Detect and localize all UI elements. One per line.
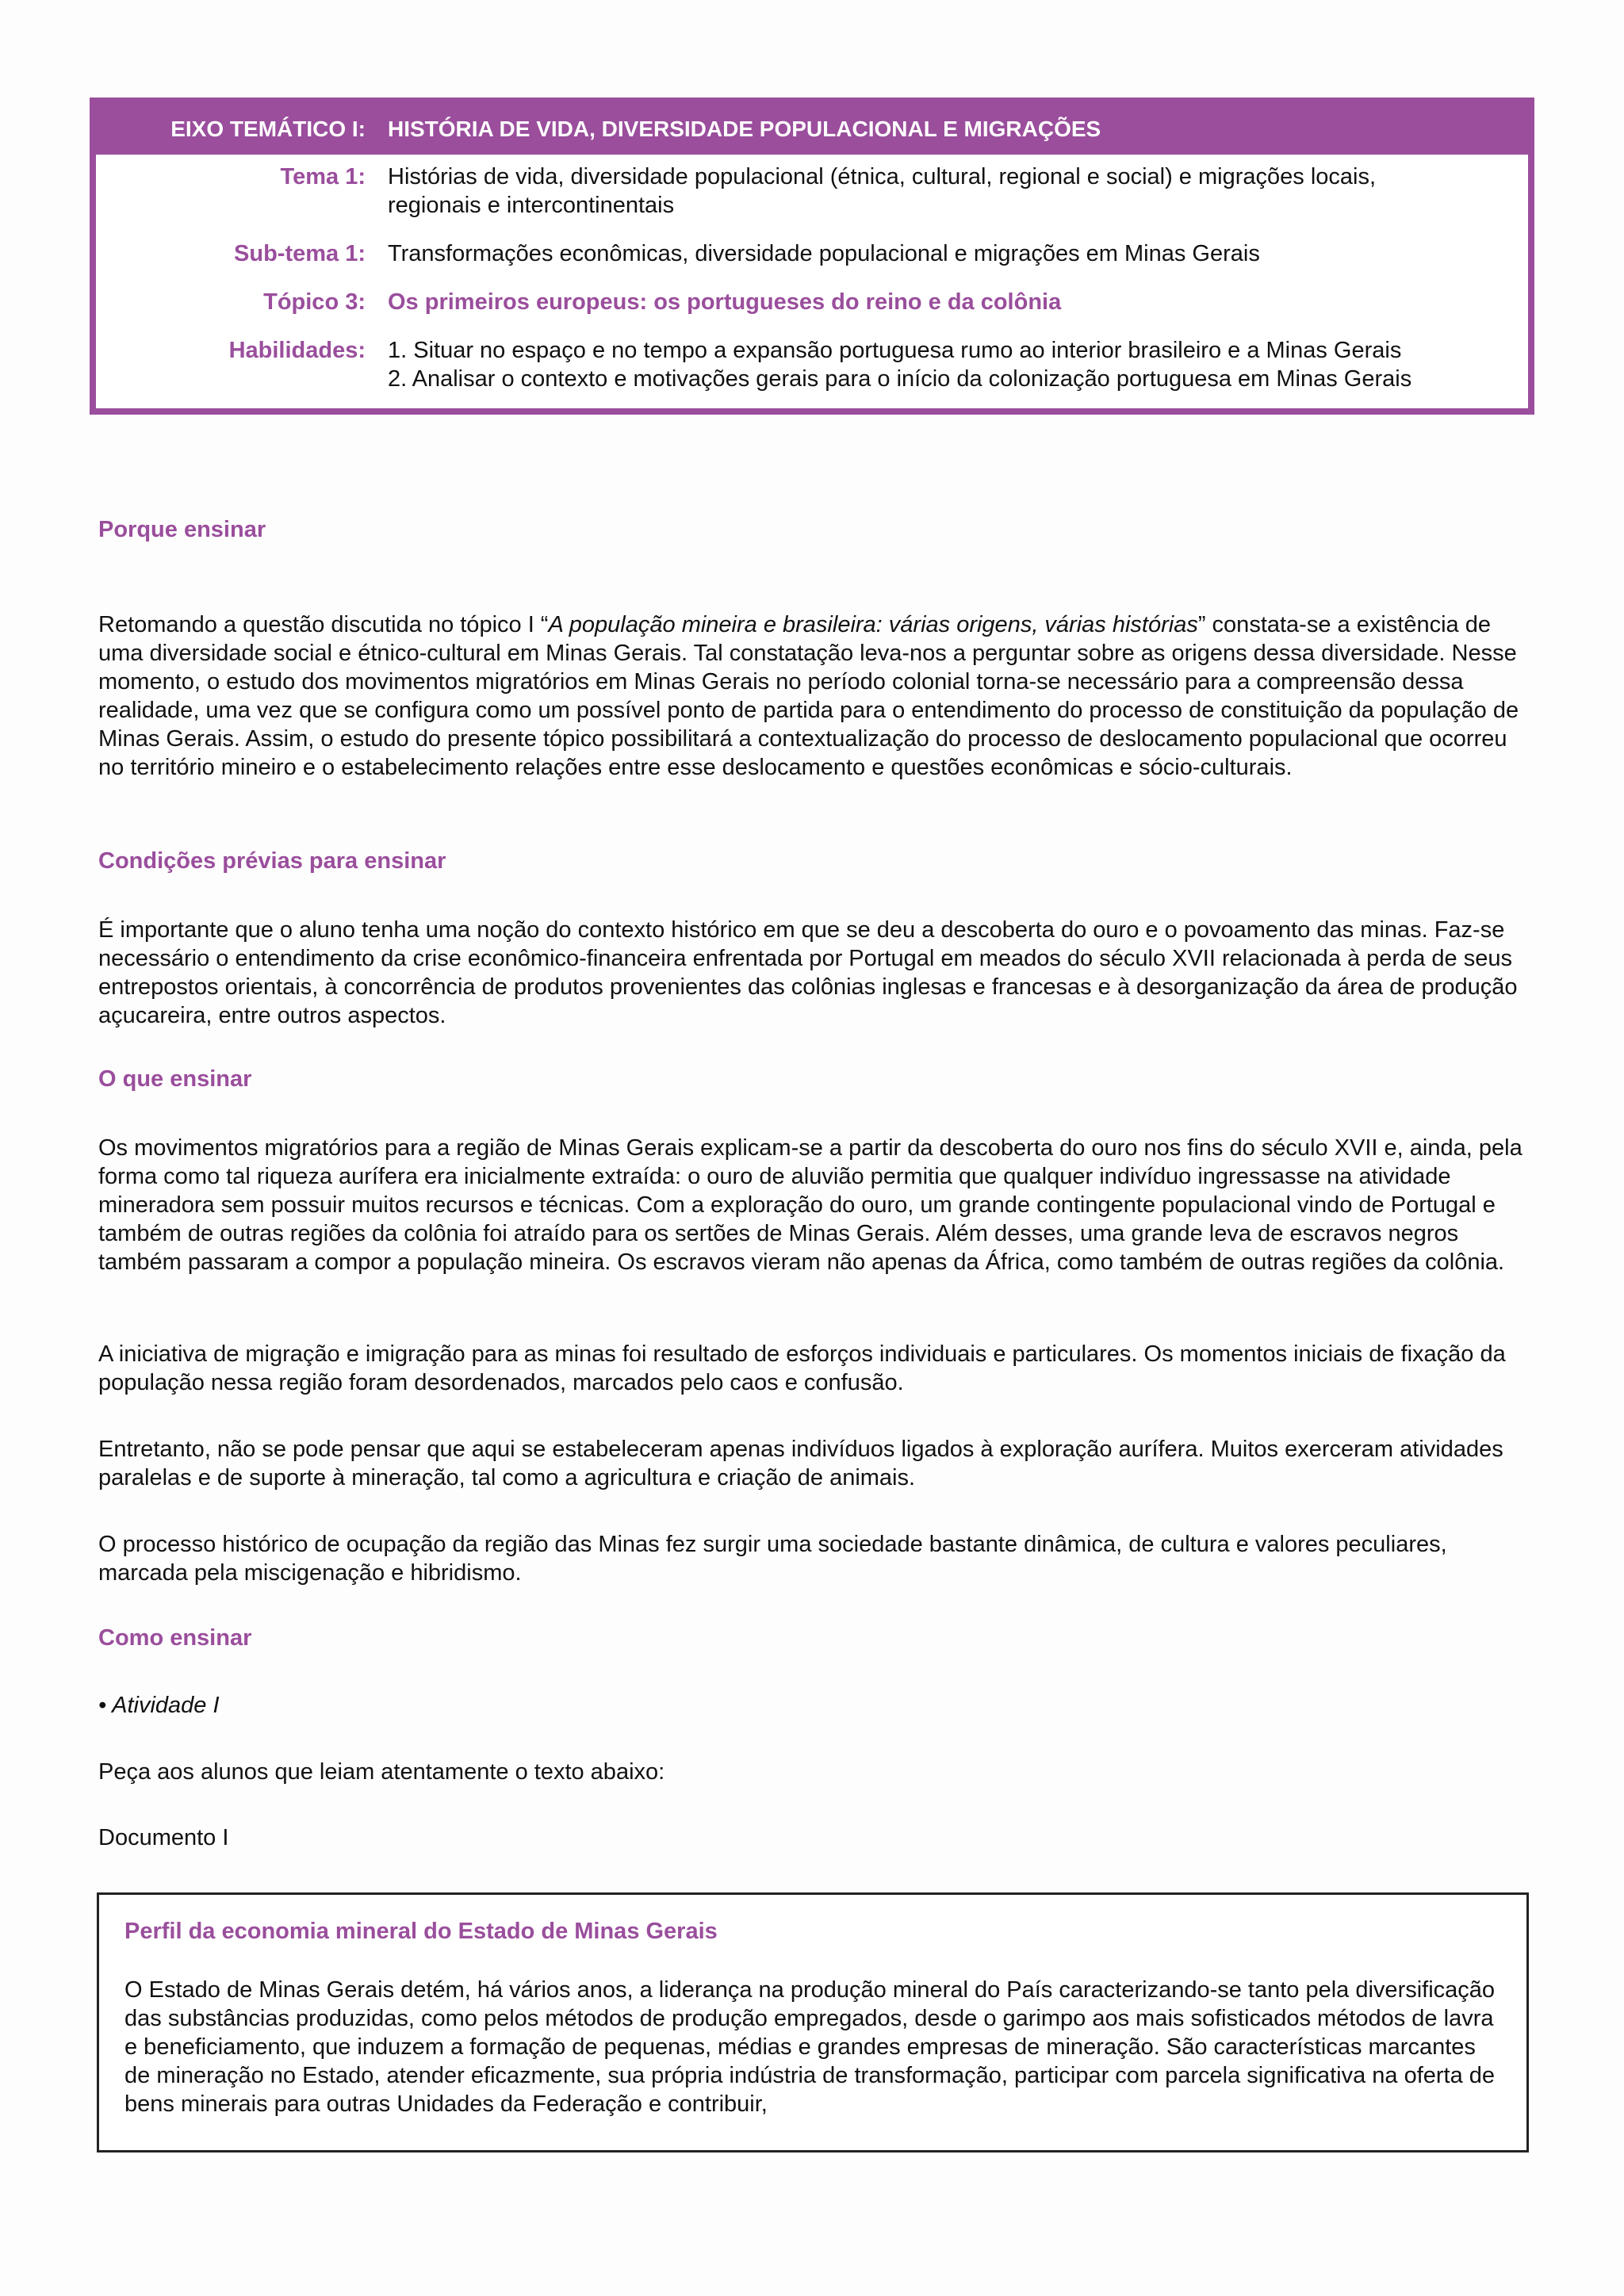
skill-item: 2. Analisar o contexto e motivações gerais para o início da colonização portuguesa em Minas Gerais	[388, 366, 1412, 392]
skill-item: 1. Situar no espaço e no tempo a expansão portuguesa rumo ao interior brasileiro e a Minas Gerais	[388, 338, 1402, 363]
skills-row	[96, 336, 1528, 393]
document-title: Perfil da economia mineral do Estado de Minas Gerais	[124, 1919, 718, 1944]
theme-value	[388, 163, 1528, 220]
topic-label: Tópico 3:	[263, 289, 366, 315]
topic-line: Os primeiros europeus: os portugueses do reino e da colônia	[388, 289, 1062, 315]
subtheme-row	[96, 239, 1528, 268]
oque-paragraph-3: Entretanto, não se pode pensar que aqui se estabeleceram apenas indivíduos ligados à exploração aurífera. Muitos exerceram atividades paralelas e de suporte à mineração, tal como a agricultura e criação de animais.	[98, 1437, 1503, 1490]
skills-label: Habilidades:	[228, 338, 366, 363]
topic-header-box	[90, 98, 1534, 415]
porque-paragraph	[98, 610, 1535, 782]
topic-value	[388, 288, 1528, 316]
section-title-oque: O que ensinar	[98, 1066, 252, 1092]
oque-paragraph-4: O processo histórico de ocupação da região das Minas fez surgir uma sociedade bastante dinâmica, de cultura e valores peculiares, marcada pela miscigenação e hibridismo.	[98, 1532, 1447, 1586]
instruction-text: Peça aos alunos que leiam atentamente o texto abaixo:	[98, 1759, 665, 1785]
porque-quote: A população mineira e brasileira: várias origens, várias histórias	[548, 612, 1198, 637]
section-title-porque: Porque ensinar	[98, 517, 266, 542]
theme-label: Tema 1:	[280, 164, 366, 189]
oque-paragraph-1: Os movimentos migratórios para a região de Minas Gerais explicam-se a partir da descoberta do ouro nos fins do século XVII e, ainda, pela forma como tal riqueza aurífera era inicialmente extraída: o ouro de aluvião permitia que qualquer indivíduo ingressasse na atividade mineradora sem possuir muitos recursos e técnicas. Com a exploração do ouro, um grande contingente populacional vindo de Portugal e também de outras regiões da colônia foi atraído para os sertões de Minas Gerais. Além desses, uma grande leva de escravos negros também passaram a compor a população mineira. Os escravos vieram não apenas da África, como também de outras regiões da colônia.	[98, 1135, 1522, 1275]
porque-text-b: ” constata-se a existência de uma diversidade social e étnico-cultural em Minas Gerais. Tal constatação leva-nos a perguntar sobre as origens dessa diversidade. Nesse momento, o estudo dos movimentos migratórios em Minas Gerais no período colonial torna-se necessário para a compreensão dessa realidade, uma vez que se configura como um possível ponto de partida para o entendimento do processo de constituição da população de Minas Gerais. Assim, o estudo do presente tópico possibilitará a contextualização do processo de deslocamento populacional que ocorreu no território mineiro e o estabelecimento relações entre esse deslocamento e questões econômicas e sócio-culturais.	[98, 612, 1519, 780]
document-text: O Estado de Minas Gerais detém, há vários anos, a liderança na produção mineral do País caracterizando-se tanto pela diversificação das substâncias produzidas, como pelos métodos de produção empregados, desde o garimpo aos mais sofisticados métodos de lavra e beneficiamento, que induzem a formação de pequenas, médias e grandes empresas de mineração. São características marcantes de mineração no Estado, atender eficazmente, sua própria indústria de transformação, participar com parcela significativa na oferta de bens minerais para outras Unidades da Federação e contribuir,	[124, 1977, 1496, 2117]
thematic-axis-bar	[96, 104, 1528, 155]
header-rows	[96, 155, 1528, 393]
subtheme-value	[388, 239, 1528, 268]
oque-paragraph-2: A iniciativa de migração e imigração para as minas foi resultado de esforços individuais e particulares. Os momentos iniciais de fixação da população nessa região foram desordenados, marcados pelo caos e confusão.	[98, 1341, 1506, 1395]
topic-row	[96, 288, 1528, 316]
skills-value	[388, 336, 1528, 393]
condicoes-paragraph: É importante que o aluno tenha uma noção do contexto histórico em que se deu a descoberta do ouro e o povoamento das minas. Faz-se necessário o entendimento da crise econômico-financeira enfrentada por Portugal em meados do século XVII relacionada à perda de seus entrepostos orientais, à concorrência de produtos provenientes das colônias inglesas e francesas e à desorganização da área de produção açucareira, entre outros aspectos.	[98, 917, 1518, 1028]
theme-line: regionais e intercontinentais	[388, 193, 675, 218]
activity-label: • Atividade I	[98, 1693, 220, 1718]
section-title-condicoes: Condições prévias para ensinar	[98, 848, 446, 874]
axis-label: EIXO TEMÁTICO I:	[170, 117, 366, 141]
porque-text-a: Retomando a questão discutida no tópico I “	[98, 612, 549, 637]
section-title-como: Como ensinar	[98, 1625, 252, 1651]
document-box	[97, 1892, 1529, 2152]
subtheme-line: Transformações econômicas, diversidade populacional e migrações em Minas Gerais	[388, 241, 1260, 266]
axis-value: HISTÓRIA DE VIDA, DIVERSIDADE POPULACIONAL E MIGRAÇÕES	[388, 117, 1101, 141]
theme-row	[96, 163, 1528, 220]
subtheme-label: Sub-tema 1:	[234, 241, 366, 266]
document-label: Documento I	[98, 1825, 229, 1850]
theme-line: Histórias de vida, diversidade populacional (étnica, cultural, regional e social) e migrações locais,	[388, 164, 1377, 189]
